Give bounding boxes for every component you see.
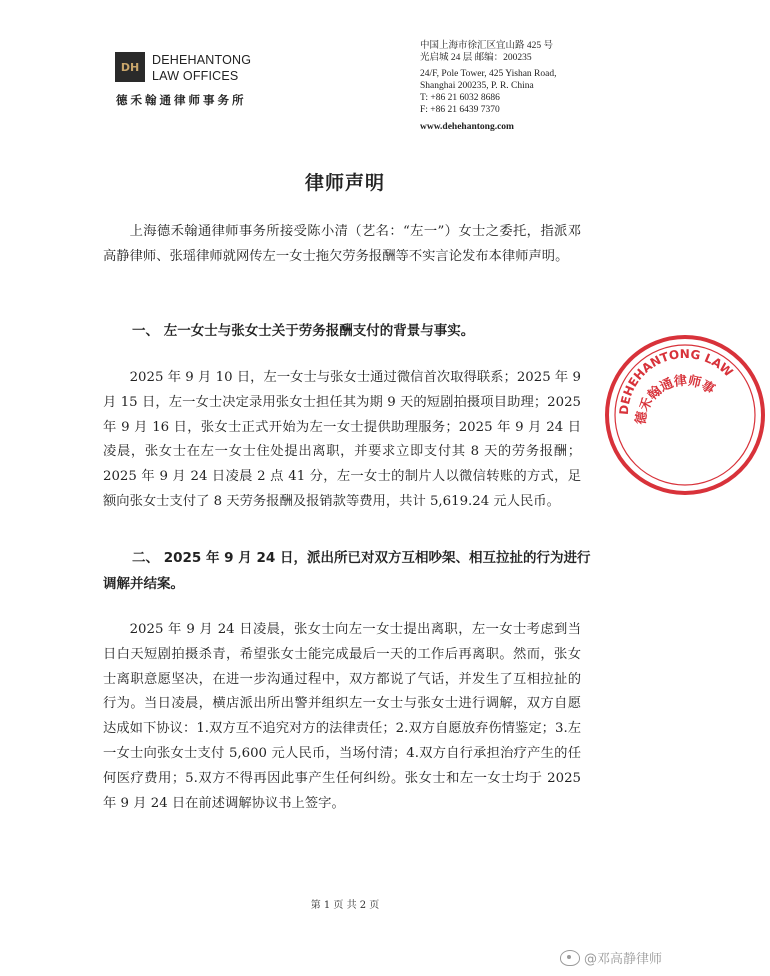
- firm-logo: [115, 52, 145, 82]
- firm-name-english: [152, 52, 251, 84]
- address-en-line1: 24/F, Pole Tower, 425 Yishan Road,: [420, 69, 557, 79]
- fax: F: +86 21 6439 7370: [420, 105, 500, 115]
- logo-mark: DH: [120, 60, 140, 74]
- watermark-handle: @邓高静律师: [584, 952, 663, 967]
- firm-address: [420, 40, 650, 133]
- section1-heading: 一、 左一女士与张女士关于劳务报酬支付的背景与事实。: [132, 323, 475, 339]
- website-link[interactable]: www.dehehantong.com: [420, 122, 514, 132]
- page-number: 第 1 页 共 2 页: [310, 900, 380, 911]
- telephone: T: +86 21 6032 8686: [420, 93, 500, 103]
- address-en-line2: Shanghai 200235, P. R. China: [420, 81, 534, 91]
- seal-text-en: DEHEHANTONG LAW: [616, 346, 736, 416]
- address-cn-line2: 光启城 24 层 邮编：200235: [420, 53, 532, 63]
- intro-paragraph: 上海德禾翰通律师事务所接受陈小清（艺名：“左一”）女士之委托，指派邓高静律师、张瑶律师就网传左一女士拖欠劳务报酬等不实言论发布本律师声明。: [103, 224, 581, 264]
- weibo-icon: [560, 950, 580, 966]
- section1-body: 2025 年 9 月 10 日，左一女士与张女士通过微信首次取得联系；2025 年 9 月 15 日，左一女士决定录用张女士担任其为期 9 天的短剧拍摄项目助理；2025 年 9 月 16 日，张女士正式开始为左一女士提供助理服务；2025 年 9 月 24 日凌晨，张女士在左一女士住处提出离职，并要求立即支付其 8 天的劳务报酬；2025 年 9 月 24 日凌晨 2 点 41 分，左一女士的制片人以微信转账的方式，足额向张女士支付了 8 天劳务报酬及报销款等费用，共计 5,619.24 元人民币。: [103, 370, 581, 509]
- section2-body: 2025 年 9 月 24 日凌晨，张女士向左一女士提出离职，左一女士考虑到当日白天短剧拍摄杀青，希望张女士能完成最后一天的工作后再离职。然而，张女士离职意愿坚决，在进一步沟通过程中，双方都说了气话，并发生了互相拉扯的行为。当日凌晨，横店派出所出警并组织左一女士与张女士进行调解，双方自愿达成如下协议：1.双方互不追究对方的法律责任；2.双方自愿放弃伤情鉴定；3.左一女士向张女士支付 5,600 元人民币，当场付清；4.双方自行承担治疗产生的任何医疗费用；5.双方不得再因此事产生任何纠纷。张女士和左一女士均于 2025 年 9 月 24 日在前述调解协议书上签字。: [103, 622, 581, 811]
- firm-name-en-line2: LAW OFFICES: [152, 69, 239, 83]
- firm-name-chinese: 德禾翰通律师事务所: [116, 93, 247, 107]
- seal-text-cn: 德禾翰通律师事: [633, 373, 718, 426]
- address-cn-line1: 中国上海市徐汇区宜山路 425 号: [420, 41, 554, 51]
- document-title: 律师声明: [304, 172, 385, 194]
- firm-name-en-line1: DEHEHANTONG: [152, 53, 252, 67]
- law-firm-seal-icon: [600, 330, 770, 500]
- social-watermark: [560, 948, 662, 967]
- section2-heading: 二、 2025 年 9 月 24 日，派出所已对双方互相吵架、相互拉扯的行为进行调解并结案。: [103, 550, 591, 592]
